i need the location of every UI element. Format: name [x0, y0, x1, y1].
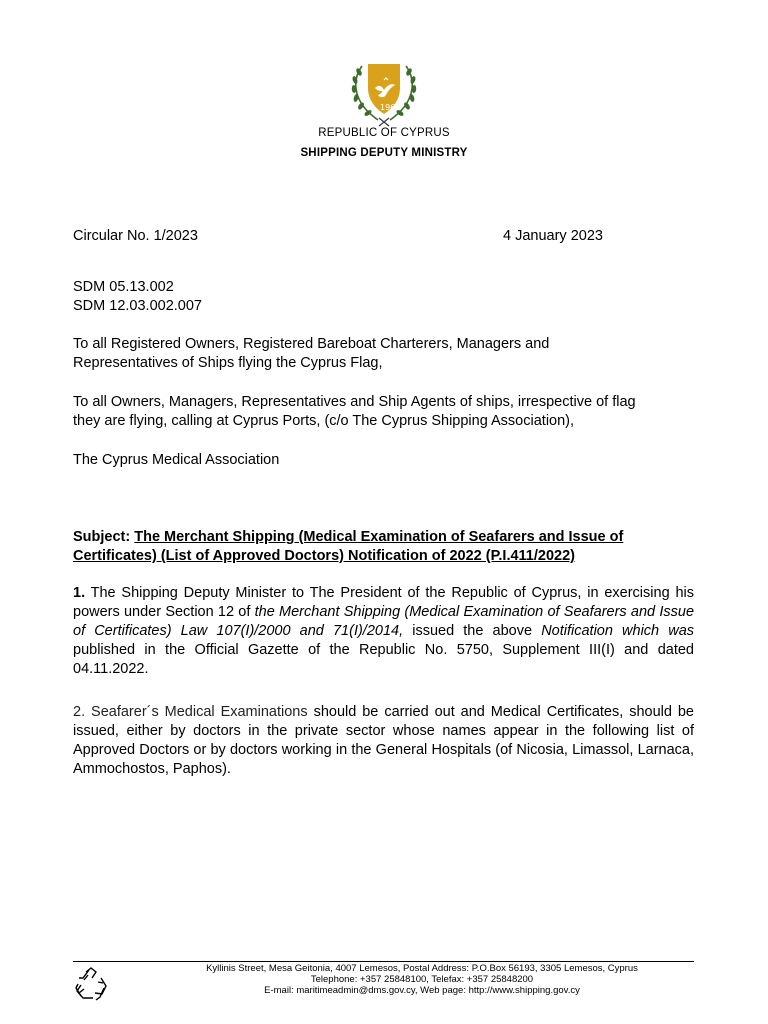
footer-contact: E-mail: maritimeadmin@dms.gov.cy, Web page: http://www.shipping.gov.cy: [264, 985, 580, 996]
svg-text:1960: 1960: [380, 103, 401, 112]
recipient-1-line-1: To all Registered Owners, Registered Bareboat Charterers, Managers and: [73, 336, 550, 352]
paragraph-2-text: should be carried out and Medical Certificates, should be issued, either by doctors in the private sector whose names appear in the following list of Approved Doctors or by doctors working in the General Hospitals (of Nicosia, Limassol, Larnaca, Ammochostos, Paphos).: [73, 704, 694, 777]
recipient-3: The Cyprus Medical Association: [73, 452, 280, 468]
reference-2: SDM 12.03.002.007: [73, 298, 202, 314]
republic-heading: REPUBLIC OF CYPRUS: [318, 127, 450, 139]
recipient-1-line-2: Representatives of Ships flying the Cyprus Flag,: [73, 355, 383, 371]
subject-label: Subject:: [73, 529, 131, 545]
cyprus-coat-of-arms-icon: [348, 58, 420, 128]
paragraph-1: [73, 584, 694, 679]
footer-address: Kyllinis Street, Mesa Geitonia, 4007 Lemesos, Postal Address: P.O.Box 56193, 3305 Lemesos, Cyprus: [206, 963, 638, 974]
circular-date: 4 January 2023: [503, 228, 603, 244]
paragraph-1-number: 1.: [73, 585, 86, 601]
paragraph-1-part-1: The Shipping Deputy Minister to The President of the Republic of Cyprus, in exercising his powers under Section 12 of: [73, 585, 694, 620]
subject-block: [73, 528, 694, 566]
reference-1: SDM 05.13.002: [73, 279, 174, 295]
footer-phone: Telephone: +357 25848100, Telefax: +357 25848200: [310, 974, 534, 985]
circular-number: Circular No. 1/2023: [73, 228, 198, 244]
subject-text: The Merchant Shipping (Medical Examination of Seafarers and Issue of Certificates) (List of Approved Doctors) Notification of 2022 (P.I.411/2022): [73, 529, 624, 564]
paragraph-1-part-2: issued the above: [412, 623, 533, 639]
paragraph-1-notification: Notification which was: [541, 623, 695, 639]
footer-divider: [73, 961, 694, 962]
recycle-icon: [73, 966, 109, 1002]
ministry-heading: SHIPPING DEPUTY MINISTRY: [300, 147, 468, 159]
paragraph-1-law-title: the Merchant Shipping (Medical Examination of Seafarers and Issue of Certificates) Law 107(I)/2000 and 71(I)/2014,: [73, 604, 695, 639]
recipient-2-line-2: they are flying, calling at Cyprus Ports, (c/o The Cyprus Shipping Association),: [73, 413, 575, 429]
paragraph-2: [73, 703, 694, 779]
paragraph-1-part-3: published in the Official Gazette of the Republic No. 5750, Supplement III(I) and dated 04.11.2022.: [73, 642, 694, 677]
recipient-2-line-1: To all Owners, Managers, Representatives and Ship Agents of ships, irrespective of flag: [73, 394, 636, 410]
paragraph-2-lead: 2. Seafarer´s Medical Examinations: [73, 704, 308, 720]
